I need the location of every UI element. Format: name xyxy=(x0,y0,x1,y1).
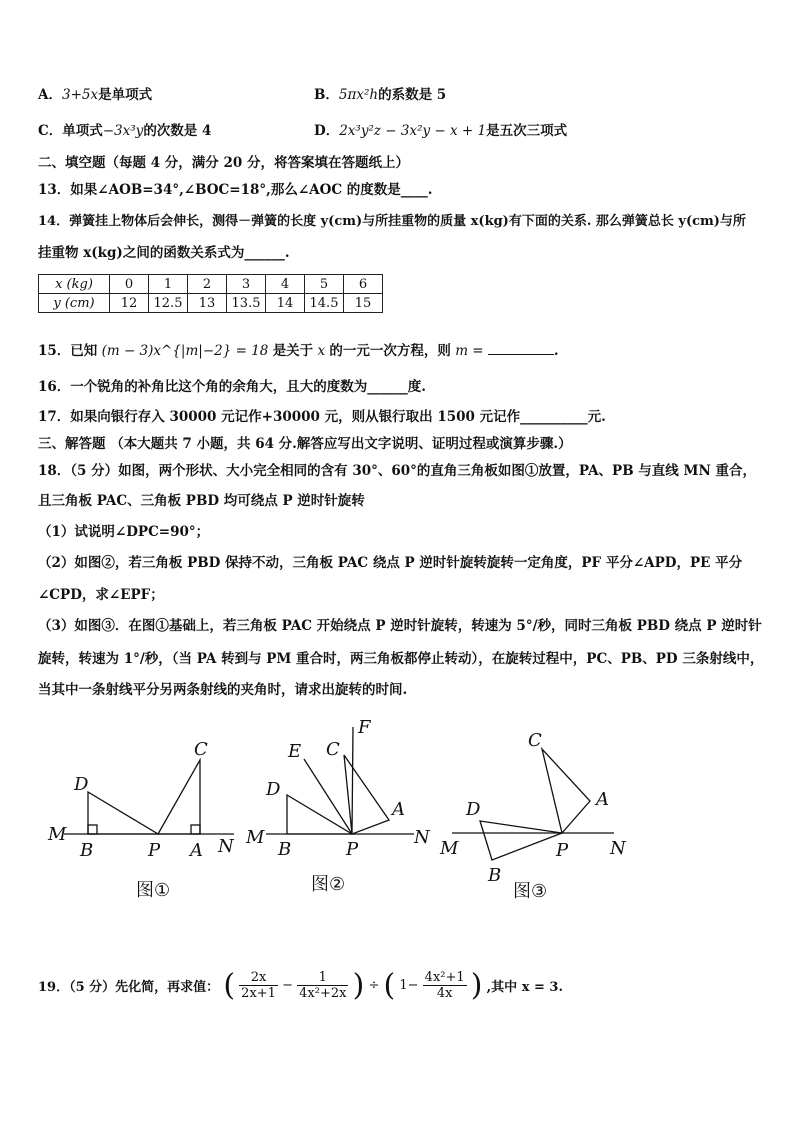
table-cell: 5 xyxy=(305,275,344,294)
label-m: M xyxy=(440,838,459,859)
table-row xyxy=(39,294,383,313)
label-p: P xyxy=(148,840,161,861)
question-14-line2: 挂重物 x(kg)之间的函数关系式为______. xyxy=(38,245,290,261)
label-p: P xyxy=(556,840,569,861)
table-cell: 6 xyxy=(344,275,383,294)
table-cell: 12.5 xyxy=(149,294,188,313)
label-a: A xyxy=(392,799,405,820)
question-19: 19．（5 分）先化简，再求值： ( $\frac{2x}{2x+1}$ − $\frac{1}{\text{4x²+2x}}$ ) ÷ ( 1− $\frac{\text{4x²+1}}{4x}$ ) ,其中 x = 3. xyxy=(38,968,563,1003)
question-14-line1: 14．弹簧挂上物体后会伸长，测得－弹簧的长度 y(cm)与所挂重物的质量 x(kg)有下面的关系. 那么弹簧总长 y(cm)与所 xyxy=(38,214,746,229)
fraction-1: $\frac{2x}{2x+1}$ xyxy=(241,970,276,1001)
figure-1-caption: 图① xyxy=(136,880,171,901)
figure-2-caption: 图② xyxy=(311,874,346,895)
label-b: B xyxy=(278,839,292,860)
label-e: E xyxy=(288,741,302,762)
label-d: D xyxy=(466,799,481,820)
label-c: C xyxy=(194,739,208,760)
table-cell: 0 xyxy=(110,275,149,294)
question-15: 15．已知 (m − 3)x^{|m|−2} = 18 是关于 x 的一元一次方程，则 m = . xyxy=(38,343,559,359)
option-a: A．3+5x是单项式 xyxy=(38,87,153,103)
table-cell: 4 xyxy=(266,275,305,294)
table-cell: 3 xyxy=(227,275,266,294)
table-cell: 13.5 xyxy=(227,294,266,313)
table-cell: 12 xyxy=(110,294,149,313)
label-p: P xyxy=(346,839,359,860)
table-header-x: x (kg) xyxy=(39,275,110,294)
question-18-part1: （1）试说明∠DPC=90°； xyxy=(38,524,210,540)
question-18-part3-line1: （3）如图③．在图①基础上，若三角板 PAC 开始绕点 P 逆时针旋转，转速为 5°/秒，同时三角板 PBD 绕点 P 逆时针 xyxy=(38,618,762,634)
label-m: M xyxy=(48,824,67,845)
figure-3-diagram xyxy=(438,725,638,886)
table-cell: 14.5 xyxy=(305,294,344,313)
table-cell: 15 xyxy=(344,294,383,313)
label-d: D xyxy=(266,779,281,800)
label-d: D xyxy=(74,774,89,795)
figure-3-caption: 图③ xyxy=(513,881,548,902)
question-13: 13．如果∠AOB=34°,∠BOC=18°,那么∠AOC 的度数是____. xyxy=(38,182,433,198)
question-18-part3-line2: 旋转，转速为 1°/秒，（当 PA 转到与 PM 重合时，两三角板都停止转动），在旋转过程中，PC、PB、PD 三条射线中， xyxy=(38,651,764,667)
question-17: 17．如果向银行存入 30000 元记作+30000 元，则从银行取出 1500 元记作__________元. xyxy=(38,409,606,425)
label-c: C xyxy=(326,739,340,760)
label-b: B xyxy=(488,865,502,886)
question-18-part3-line3: 当其中一条射线平分另两条射线的夹角时，请求出旋转的时间. xyxy=(38,682,408,698)
label-n: N xyxy=(610,838,626,859)
label-b: B xyxy=(80,840,94,861)
figure-2-diagram xyxy=(244,715,444,860)
label-f: F xyxy=(358,717,371,738)
option-d: D．2x³y²z − 3x²y − x + 1是五次三项式 xyxy=(314,123,568,139)
label-c: C xyxy=(528,730,542,751)
answer-blank xyxy=(488,342,554,355)
table-cell: 2 xyxy=(188,275,227,294)
label-a: A xyxy=(596,789,609,810)
table-cell: 1 xyxy=(149,275,188,294)
question-18-line2: 且三角板 PAC、三角板 PBD 均可绕点 P 逆时针旋转 xyxy=(38,493,365,509)
table-header-y: y (cm) xyxy=(39,294,110,313)
question-18-line1: 18．（5 分）如图，两个形状、大小完全相同的含有 30°、60°的直角三角板如图①放置，PA、PB 与直线 MN 重合， xyxy=(38,463,756,479)
option-c: C．单项式−3x³y的次数是 4 xyxy=(38,123,212,139)
label-n: N xyxy=(414,827,430,848)
table-row xyxy=(39,275,383,294)
label-m: M xyxy=(246,827,265,848)
label-a: A xyxy=(190,840,203,861)
figure-1-diagram xyxy=(44,730,244,860)
table-cell: 14 xyxy=(266,294,305,313)
option-b: B．5πx²h的系数是 5 xyxy=(314,87,447,103)
question-18-part2-line2: ∠CPD，求∠EPF； xyxy=(38,587,164,603)
question-16: 16．一个锐角的补角比这个角的余角大，且大的度数为______度. xyxy=(38,379,426,395)
table-cell: 13 xyxy=(188,294,227,313)
fraction-3: $\frac{\text{4x²+1}}{4x}$ xyxy=(424,970,465,1001)
data-table xyxy=(38,274,383,313)
fraction-2: $\frac{1}{\text{4x²+2x}}$ xyxy=(299,970,347,1001)
label-n: N xyxy=(218,836,234,857)
question-18-part2-line1: （2）如图②，若三角板 PBD 保持不动，三角板 PAC 绕点 P 逆时针旋转旋转一定角度，PF 平分∠APD，PE 平分 xyxy=(38,555,743,571)
section-3-heading: 三、解答题 （本大题共 7 小题，共 64 分.解答应写出文字说明、证明过程或演算步骤.） xyxy=(38,436,572,452)
section-2-heading: 二、填空题（每题 4 分，满分 20 分，将答案填在答题纸上） xyxy=(38,155,409,171)
